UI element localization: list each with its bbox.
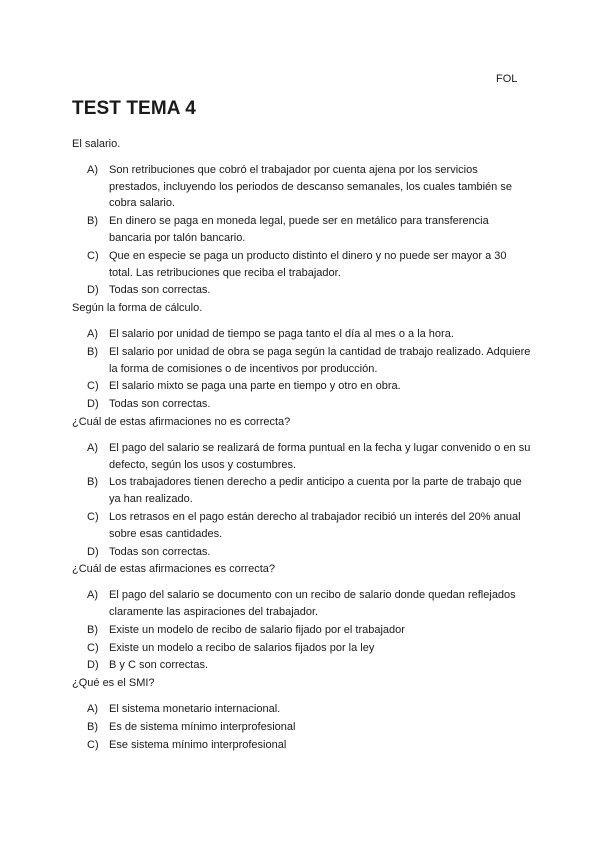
option-letter: B) bbox=[87, 720, 98, 733]
answer-option bbox=[72, 719, 532, 736]
option-text: Existe un modelo de recibo de salario fijado por el trabajador bbox=[109, 623, 405, 636]
question-block bbox=[72, 136, 532, 299]
option-letter: C) bbox=[87, 738, 99, 751]
option-text: B y C son correctas. bbox=[109, 659, 209, 672]
option-text: Todas son correctas. bbox=[109, 398, 211, 411]
questions-list bbox=[72, 136, 532, 754]
answer-option bbox=[72, 640, 532, 657]
option-letter: B) bbox=[87, 623, 98, 636]
option-text: En dinero se paga en moneda legal, puede ser en metálico para transferencia bancaria por talón bancario. bbox=[109, 215, 489, 244]
option-letter: B) bbox=[87, 476, 98, 489]
question-text: Según la forma de cálculo. bbox=[72, 302, 203, 315]
answer-option bbox=[72, 440, 532, 474]
option-letter: C) bbox=[87, 249, 99, 262]
option-text: El pago del salario se documento con un recibo de salario donde quedan reflejados claramente las aspiraciones del trabajador. bbox=[109, 589, 516, 618]
page-title: TEST TEMA 4 bbox=[72, 98, 196, 119]
option-text: El salario por unidad de tiempo se paga tanto el día al mes o a la hora. bbox=[109, 327, 454, 340]
options-list bbox=[72, 326, 532, 413]
answer-option bbox=[72, 657, 532, 674]
option-letter: C) bbox=[87, 380, 99, 393]
question-text: ¿Cuál de estas afirmaciones es correcta? bbox=[72, 563, 275, 576]
question-text: ¿Qué es el SMI? bbox=[72, 677, 155, 690]
answer-option bbox=[72, 544, 532, 561]
option-letter: C) bbox=[87, 510, 99, 523]
answer-option bbox=[72, 282, 532, 299]
answer-option bbox=[72, 344, 532, 378]
option-text: Todas son correctas. bbox=[109, 284, 211, 297]
option-letter: D) bbox=[87, 545, 99, 558]
option-letter: D) bbox=[87, 659, 99, 672]
option-letter: A) bbox=[87, 327, 98, 340]
answer-option bbox=[72, 509, 532, 543]
option-text: El pago del salario se realizará de forma puntual en la fecha y lugar convenido o en su defecto, según los usos y costumbres. bbox=[109, 441, 531, 471]
options-list bbox=[72, 587, 532, 674]
options-list bbox=[72, 440, 532, 561]
question-text: El salario. bbox=[72, 138, 121, 150]
option-letter: C) bbox=[87, 641, 99, 654]
options-list bbox=[72, 162, 532, 299]
option-text: Existe un modelo a recibo de salarios fijados por la ley bbox=[109, 641, 375, 654]
answer-option bbox=[72, 622, 532, 639]
option-text: Es de sistema mínimo interprofesional bbox=[109, 720, 296, 733]
question-block bbox=[72, 414, 532, 560]
answer-option bbox=[72, 248, 532, 282]
option-letter: B) bbox=[87, 345, 98, 358]
answer-option bbox=[72, 587, 532, 621]
options-list bbox=[72, 701, 532, 753]
answer-option bbox=[72, 378, 532, 395]
option-letter: B) bbox=[87, 215, 98, 228]
option-text: Que en especie se paga un producto distinto el dinero y no puede ser mayor a 30 total. Las retribuciones que reciba el trabajador. bbox=[109, 249, 507, 279]
option-text: El salario por unidad de obra se paga según la cantidad de trabajo realizado. Adquiere la forma de comisiones o de incentivos por producción. bbox=[109, 345, 531, 375]
option-text: Ese sistema mínimo interprofesional bbox=[109, 738, 287, 751]
question-block bbox=[72, 675, 532, 753]
question-text: ¿Cuál de estas afirmaciones no es correcta? bbox=[72, 415, 291, 428]
answer-option bbox=[72, 701, 532, 718]
option-letter: A) bbox=[87, 441, 98, 454]
option-letter: A) bbox=[87, 702, 98, 715]
option-letter: A) bbox=[87, 163, 98, 176]
option-text: El salario mixto se paga una parte en tiempo y otro en obra. bbox=[109, 380, 401, 393]
question-block bbox=[72, 561, 532, 674]
answer-option bbox=[72, 737, 532, 754]
option-text: El sistema monetario internacional. bbox=[109, 702, 281, 715]
question-block bbox=[72, 300, 532, 413]
answer-option bbox=[72, 213, 532, 247]
option-text: Los trabajadores tienen derecho a pedir anticipo a cuenta por la parte de trabajo que ya han realizado. bbox=[109, 476, 522, 506]
answer-option bbox=[72, 162, 532, 212]
option-text: Todas son correctas. bbox=[109, 545, 211, 558]
option-letter: A) bbox=[87, 589, 98, 602]
option-text: Son retribuciones que cobró el trabajador por cuenta ajena por los servicios prestados, incluyendo los periodos de descanso semanales, los cuales también se cobra salario. bbox=[109, 163, 512, 210]
answer-option bbox=[72, 326, 532, 343]
option-letter: D) bbox=[87, 284, 99, 297]
option-text: Los retrasos en el pago están derecho al trabajador recibió un interés del 20% anual sobre esas cantidades. bbox=[109, 510, 521, 540]
answer-option bbox=[72, 396, 532, 413]
option-letter: D) bbox=[87, 398, 99, 411]
subject-label: FOL bbox=[496, 73, 518, 85]
answer-option bbox=[72, 474, 532, 508]
